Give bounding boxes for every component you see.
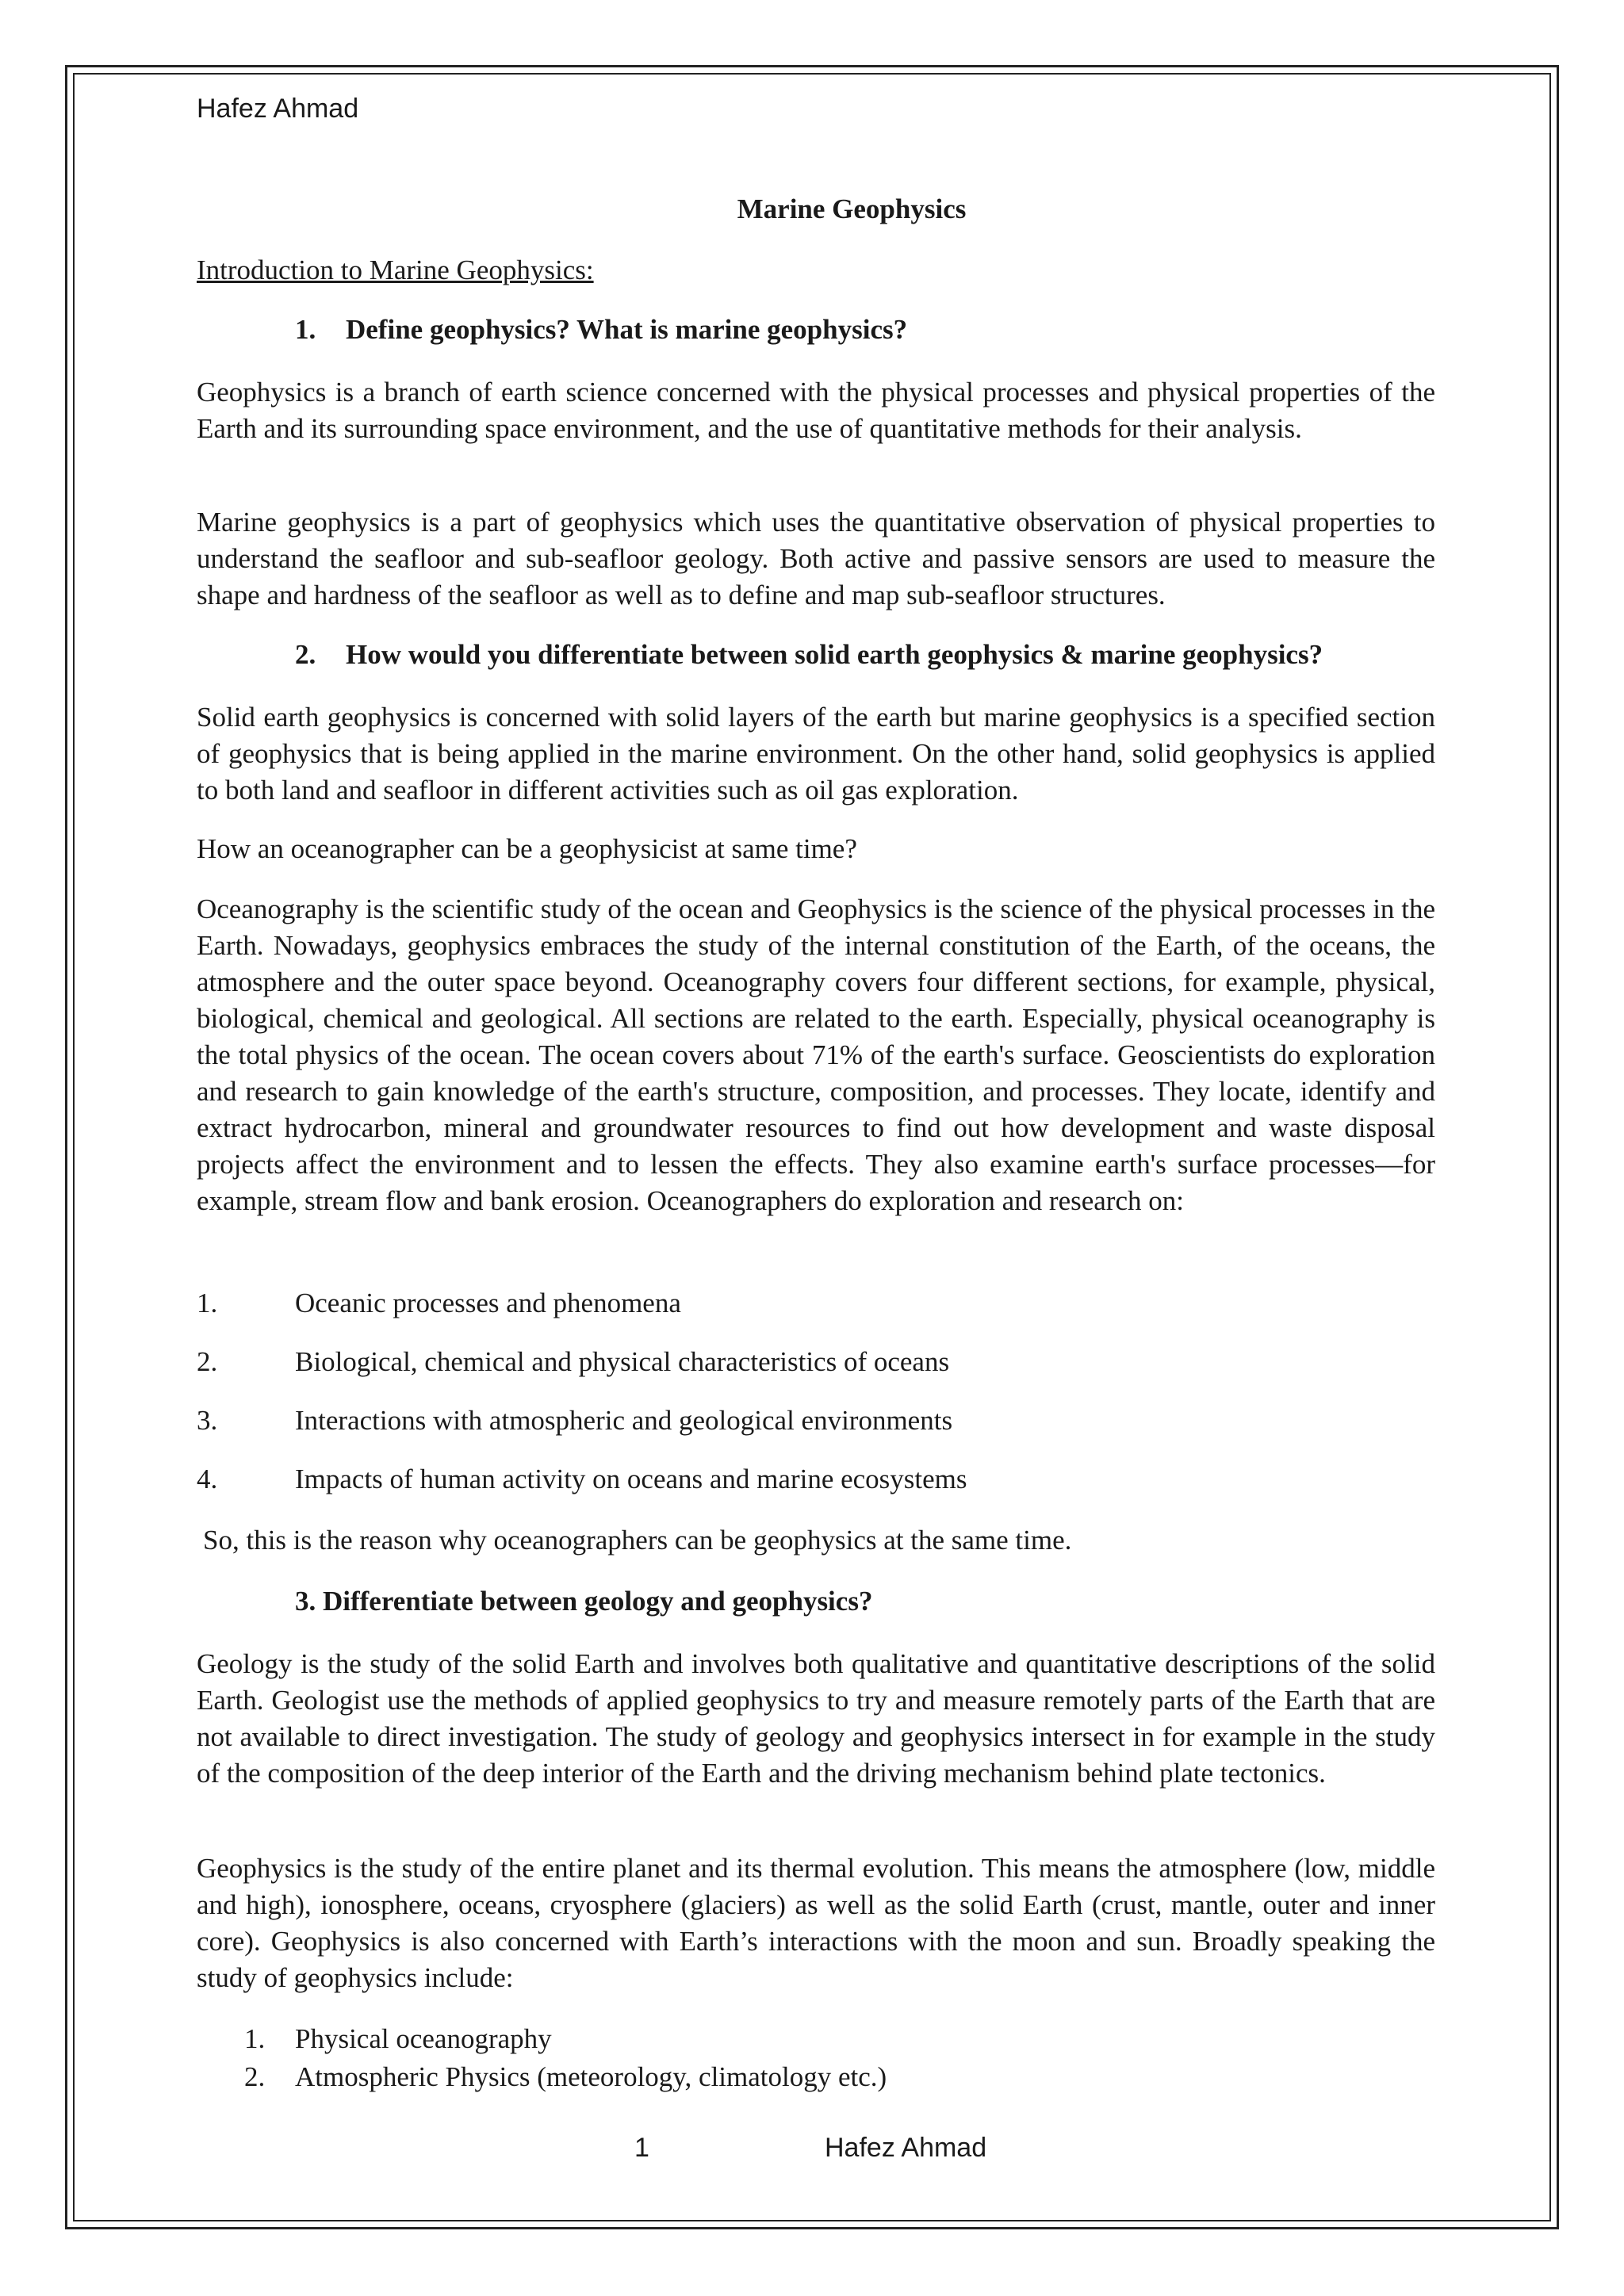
footer-author: Hafez Ahmad xyxy=(825,2133,987,2163)
footer-page-number: 1 xyxy=(634,2133,649,2163)
question-1-text: Define geophysics? What is marine geophysics? xyxy=(346,314,908,345)
list-item-text: Interactions with atmospheric and geological environments xyxy=(295,1405,953,1436)
list-item-number: 1. xyxy=(197,1288,218,1318)
list-item-text: Biological, chemical and physical characteristics of oceans xyxy=(295,1346,950,1377)
q1-paragraph-1: Geophysics is a branch of earth science concerned with the physical processes and physical properties of the Earth and its surrounding space environment, and the use of quantitative methods for their analysis. xyxy=(197,377,1435,444)
list-item xyxy=(244,2058,887,2096)
list-item xyxy=(197,1346,949,1378)
list-item xyxy=(197,1288,681,1319)
list-item-text: Impacts of human activity on oceans and marine ecosystems xyxy=(295,1464,967,1494)
list-item-number: 4. xyxy=(197,1464,218,1494)
list-item xyxy=(197,1464,967,1495)
list-item-text: Atmospheric Physics (meteorology, climatology etc.) xyxy=(295,2061,887,2092)
q3-paragraph-1: Geology is the study of the solid Earth and involves both qualitative and quantitative descriptions of the solid Earth. Geologist use the methods of applied geophysics to try and measure remotely parts of the Earth that are not available to direct investigation. The study of geology and geophysics intersect in for example in the study of the composition of the deep interior of the Earth and the driving mechanism behind plate tectonics. xyxy=(197,1648,1435,1789)
list-item xyxy=(244,2020,552,2058)
q2-paragraph-1: Solid earth geophysics is concerned with solid layers of the earth but marine geophysics is a specified section of geophysics that is being applied in the marine environment. On the other hand, solid geophysics is applied to both land and seafloor in different activities such as oil gas exploration. xyxy=(197,702,1435,806)
list-item xyxy=(197,1405,952,1437)
q2-paragraph-2: Oceanography is the scientific study of the ocean and Geophysics is the science of the physical processes in the Earth. Nowadays, geophysics embraces the study of the internal constitution of the Earth, of the oceans, the atmosphere and the outer space beyond. Oceanography covers four different sections, for example, physical, biological, chemical and geological. All sections are related to the earth. Especially, physical oceanography is the total physics of the ocean. The ocean covers about 71% of the earth's surface. Geoscientists do exploration and research to gain knowledge of the earth's structure, composition, and processes. They locate, identify and extract hydrocarbon, mineral and groundwater resources to find out how development and waste disposal projects affect the environment and to lessen the effects. They also examine earth's surface processes—for example, stream flow and bank erosion. Oceanographers do exploration and research on: xyxy=(197,894,1435,1216)
q3-paragraph-2: Geophysics is the study of the entire planet and its thermal evolution. This means the atmosphere (low, middle and high), ionosphere, oceans, cryosphere (glaciers) as well as the solid Earth (crust, mantle, outer and inner core). Geophysics is also concerned with Earth’s interactions with the moon and sun. Broadly speaking the study of geophysics include: xyxy=(197,1853,1435,1993)
list-item-text: Oceanic processes and phenomena xyxy=(295,1288,681,1318)
list-item-number: 2. xyxy=(197,1346,218,1377)
q2-subquestion: How an oceanographer can be a geophysicist at same time? xyxy=(197,833,857,864)
question-2-text: How would you differentiate between solid earth geophysics & marine geophysics? xyxy=(346,639,1323,670)
q2-conclusion: So, this is the reason why oceanographers can be geophysics at the same time. xyxy=(203,1525,1072,1556)
list-item-number: 3. xyxy=(197,1405,218,1436)
q1-paragraph-2: Marine geophysics is a part of geophysics which uses the quantitative observation of physical properties to understand the seafloor and sub-seafloor geology. Both active and passive sensors are used to measure the shape and hardness of the seafloor as well as to define and map sub-seafloor structures. xyxy=(197,507,1435,610)
section-heading-introduction: Introduction to Marine Geophysics: xyxy=(197,254,594,285)
question-1-number: 1. xyxy=(295,314,316,345)
list-item-number: 1. xyxy=(244,2023,266,2054)
question-1-heading xyxy=(295,314,907,346)
list-item-number: 2. xyxy=(244,2061,266,2092)
question-2-heading xyxy=(295,639,1323,671)
list-item-text: Physical oceanography xyxy=(295,2023,552,2054)
document-title: Marine Geophysics xyxy=(737,193,967,224)
question-2-number: 2. xyxy=(295,639,316,670)
header-author: Hafez Ahmad xyxy=(197,94,359,124)
question-3-heading: 3. Differentiate between geology and geophysics? xyxy=(295,1586,873,1617)
